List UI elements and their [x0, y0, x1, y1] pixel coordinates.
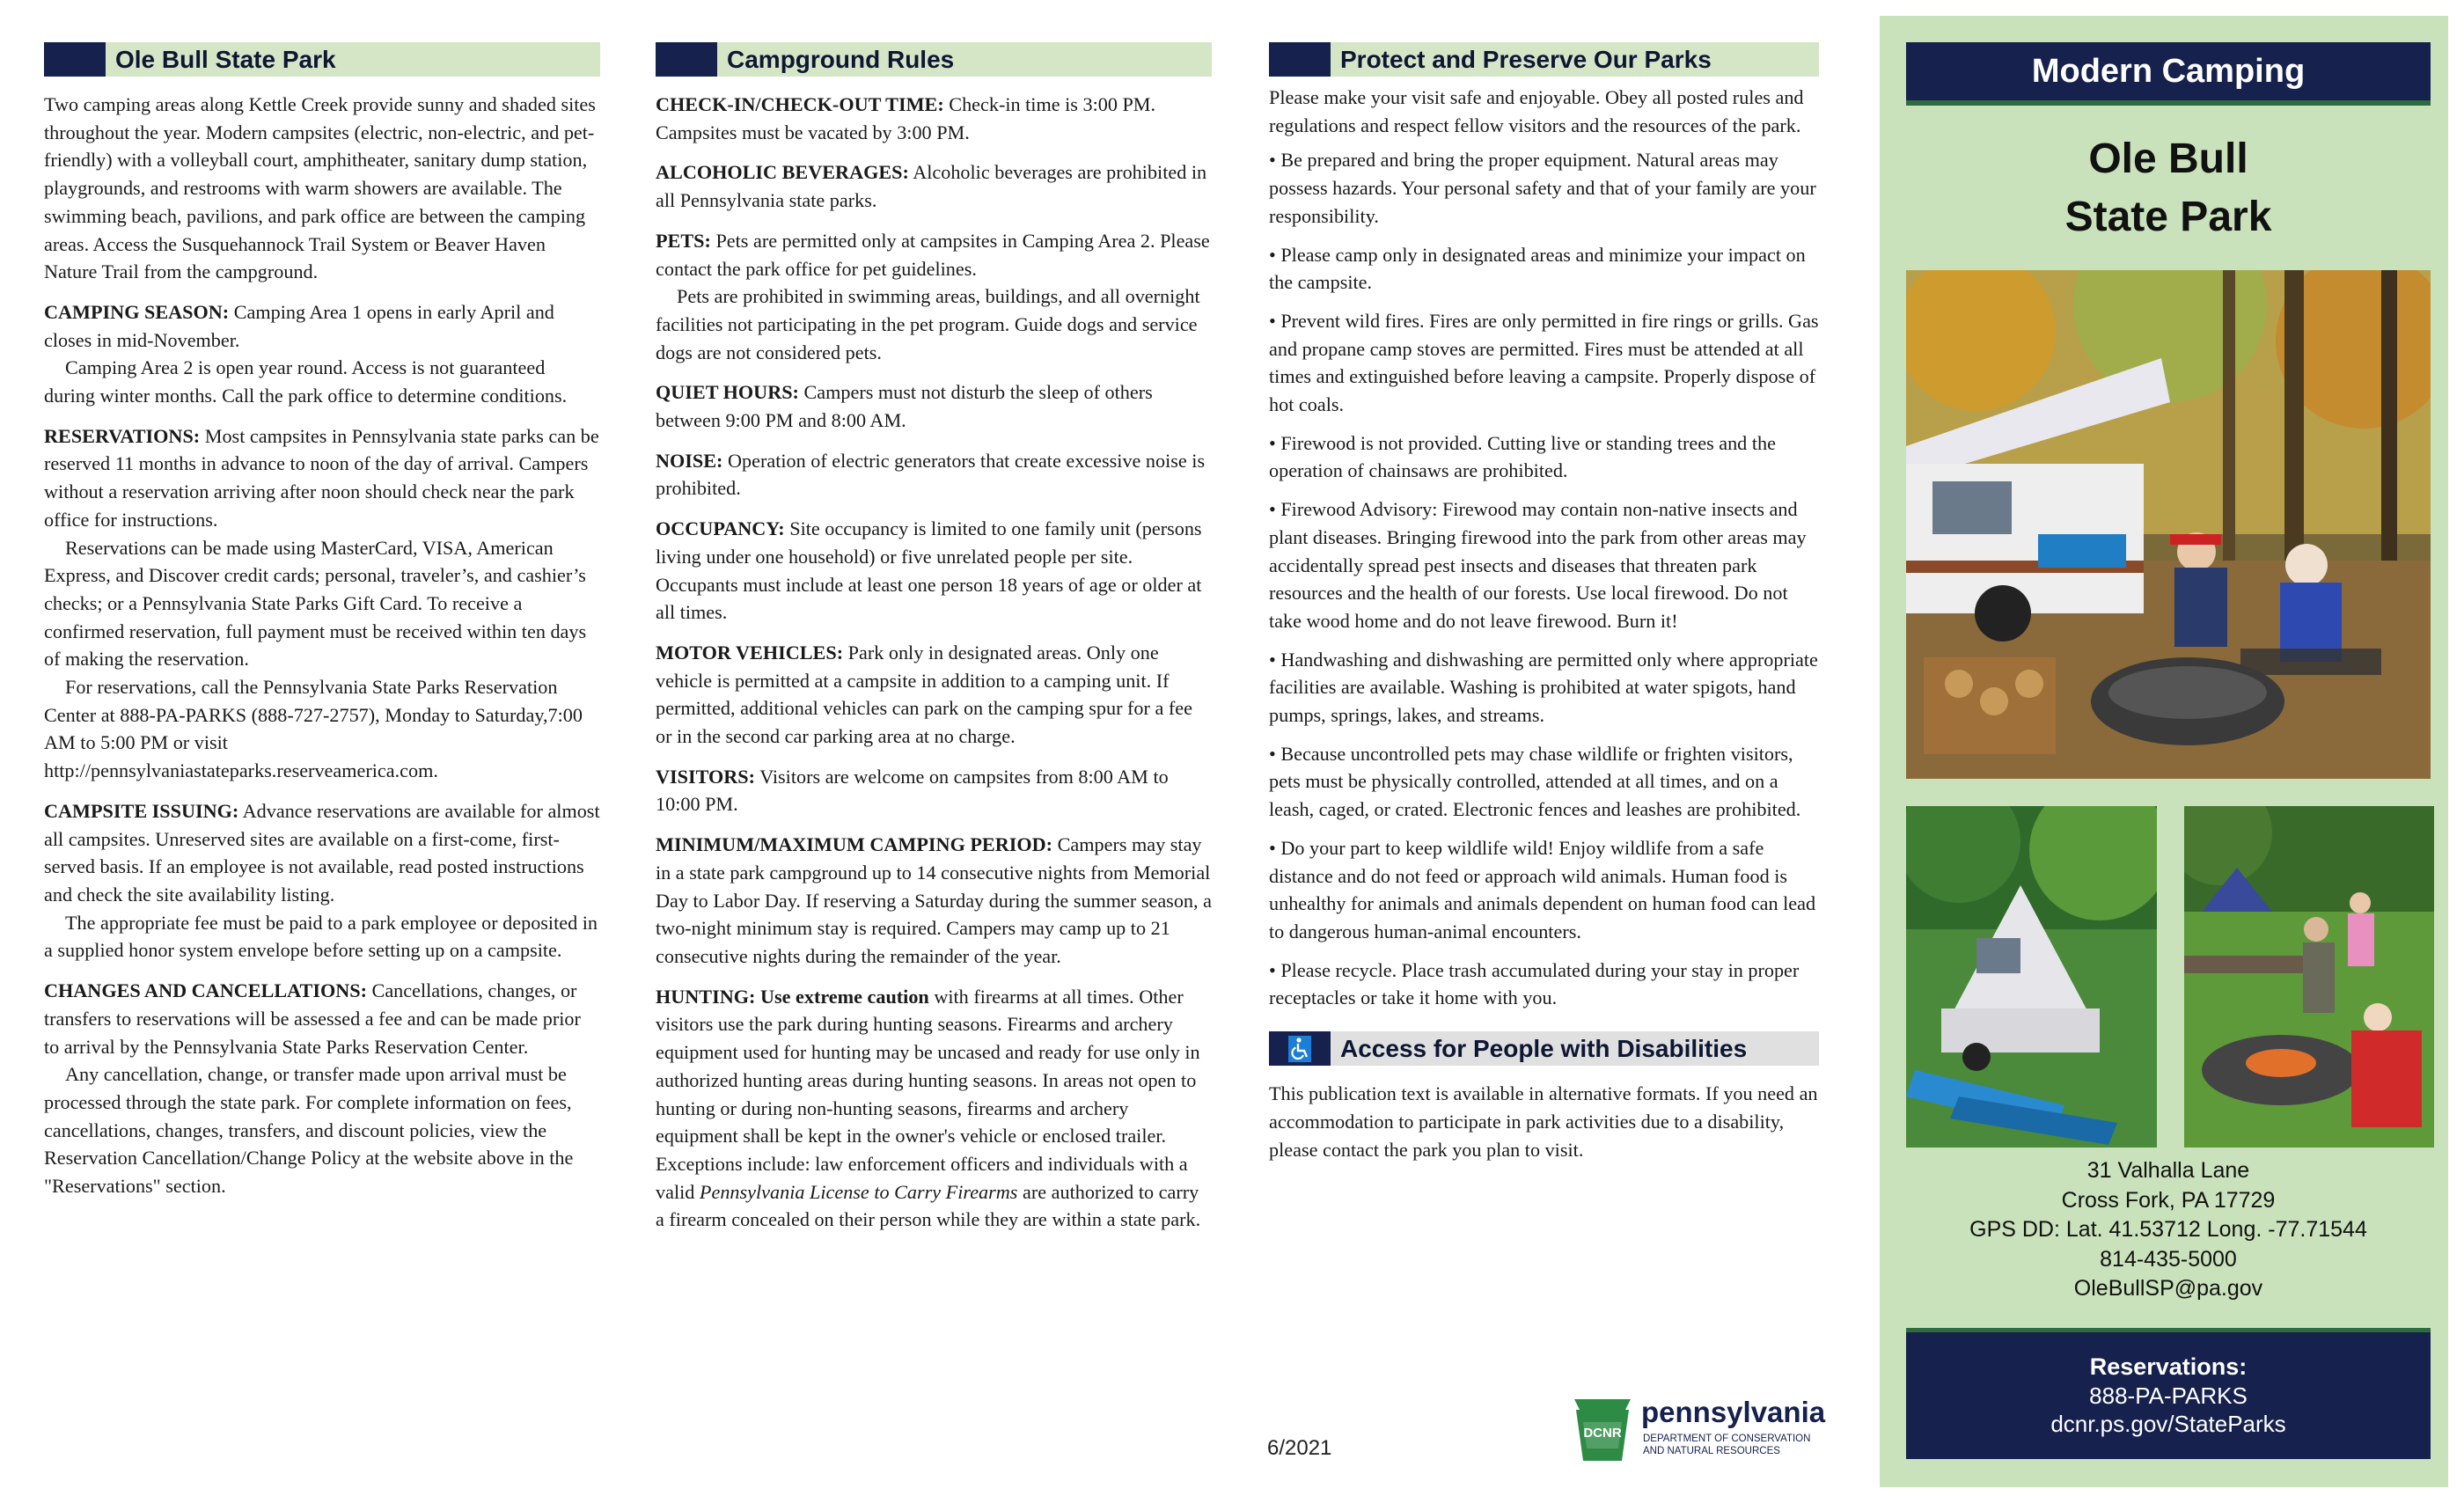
visitors-text: Visitors are welcome on campsites from 8:00 AM to 10:00 PM. — [656, 765, 1169, 816]
address-line-1: 31 Valhalla Lane — [2086, 1158, 2250, 1183]
contact-info — [1906, 1156, 2431, 1304]
reservations-label: Reservations: — [2089, 1353, 2248, 1380]
pets-text: Pets are permitted only at campsites in Camping Area 2. Please contact the park office for pet guidelines. — [656, 229, 1210, 280]
protect-intro: Please make your visit safe and enjoyable. Obey all posted rules and regulations and respect fellow visitors and the resources of the park. — [1269, 86, 1804, 136]
address-line-2: Cross Fork, PA 17729 — [2061, 1187, 2276, 1213]
hunting-text: with firearms at all times. Other visitors use the park during hunting seasons. Firearms and archery equipment used for hunting may be uncased and ready for use only in authorized hunting areas during hunting seasons. In areas not open to hunting or during non-hunting seasons, firearms and archery equipment shall be kept in the owner's vehicle or enclosed trailer. Exceptions include: law enforcement officers and individuals with a valid — [656, 985, 1200, 1203]
gps-coordinates: GPS DD: Lat. 41.53712 Long. -77.71544 — [1969, 1217, 2367, 1242]
publication-date: 6/2021 — [1267, 1436, 1332, 1460]
reservations-paragraph — [44, 422, 600, 785]
heading-text: Protect and Preserve Our Parks — [1340, 46, 1712, 73]
occupancy-paragraph — [656, 515, 1212, 627]
alcohol-label: ALCOHOLIC BEVERAGES: — [656, 161, 909, 184]
park-title-line-2: State Park — [2064, 194, 2272, 240]
bullet-item: • Please camp only in designated areas and minimize your impact on the campsite. — [1269, 243, 1806, 294]
campsite-issuing-text-2: The appropriate fee must be paid to a park employee or deposited in a supplied honor system envelope before setting up on a campsite. — [44, 911, 598, 962]
alcohol-paragraph — [656, 158, 1212, 214]
column-campground-rules — [656, 42, 1212, 1246]
checkin-label: CHECK-IN/CHECK-OUT TIME: — [656, 93, 944, 115]
band-stripe — [1906, 100, 2431, 106]
visitors-paragraph — [656, 763, 1212, 818]
quiet-hours-text: Campers must not disturb the sleep of others between 9:00 PM and 8:00 AM. — [656, 381, 1153, 432]
pets-text-2: Pets are prohibited in swimming areas, buildings, and all overnight facilities not participating in the pet program. Guide dogs and service dogs are not considered pets. — [656, 285, 1200, 363]
logo-badge-text: DCNR — [1583, 1426, 1622, 1441]
hunting-label: HUNTING: Use extreme caution — [656, 985, 929, 1008]
reservations-label: RESERVATIONS: — [44, 424, 201, 447]
hunting-text-2: are authorized to carry a firearm concealed on their person while they are within a state park. — [656, 1180, 1201, 1231]
reservations-band — [1906, 1328, 2431, 1459]
camping-season-label: CAMPING SEASON: — [44, 300, 230, 323]
bullet-item: • Firewood is not provided. Cutting live or standing trees and the operation of chainsaws are prohibited. — [1269, 431, 1776, 482]
reservations-text: Most campsites in Pennsylvania state parks can be reserved 11 months in advance to noon of the day of arrival. Campers without a reservation arriving after noon should check near the park office for instructions. — [44, 424, 599, 531]
heading-text: Campground Rules — [727, 46, 955, 73]
motor-vehicles-paragraph — [656, 639, 1212, 751]
camping-season-text-2: Camping Area 2 is open year round. Access is not guaranteed during winter months. Call the park office to determine conditions. — [44, 356, 568, 407]
occupancy-text: Site occupancy is limited to one family unit (persons living under one household) or five unrelated people per site. Occupants must include at least one person 18 years of age or older at all times. — [656, 517, 1202, 624]
pets-label: PETS: — [656, 229, 711, 252]
access-heading — [1269, 1031, 1819, 1066]
reservations-text-2: Reservations can be made using MasterCard, VISA, American Express, and Discover credit cards; personal, traveler’s, and cashier’s checks; or a Pennsylvania State Parks Gift Card. To receive a confirmed reservation, full payment must be received within ten days of making the reservation. — [44, 536, 587, 671]
campsite-issuing-text: Advance reservations are available for almost all campsites. Unreserved sites are available on a first-come, first-served basis. If an employee is not available, read posted instructions and check the site availability listing. — [44, 799, 600, 906]
pets-paragraph — [656, 227, 1212, 367]
visitors-label: VISITORS: — [656, 765, 756, 788]
alcohol-text: Alcoholic beverages are prohibited in all Pennsylvania state parks. — [656, 161, 1207, 212]
logo-subtitle — [1643, 1433, 1810, 1457]
bullet-item: • Prevent wild fires. Fires are only permitted in fire rings or grills. Gas and propane camp stoves are permitted. Fires must be attended at all times and extinguished before leaving a campsite. Properly dispose of hot coals. — [1269, 309, 1819, 416]
bullet-item: • Handwashing and dishwashing are permitted only where appropriate facilities are available. Washing is prohibited at water spigots, hand pumps, springs, lakes, and streams. — [1269, 648, 1818, 727]
checkin-text: Check-in time is 3:00 PM. Campsites must be vacated by 3:00 PM. — [656, 93, 1156, 143]
checkin-paragraph — [656, 91, 1212, 146]
reservations-phone: 888-PA-PARKS — [2089, 1382, 2248, 1409]
section-heading — [656, 42, 1212, 77]
bullet-item: • Do your part to keep wildlife wild! Enjoy wildlife from a safe distance and do not feed or approach wild animals. Human food is unhealthy for animals and animals dependent on human food can lead to dangerous human-animal encounters. — [1269, 836, 1816, 942]
access-heading-text: Access for People with Disabilities — [1340, 1035, 1748, 1063]
modern-camping-band — [1906, 42, 2431, 106]
quiet-hours-label: QUIET HOURS: — [656, 381, 799, 404]
quiet-hours-paragraph — [656, 378, 1212, 434]
intro-paragraph: Two camping areas along Kettle Creek provide sunny and shaded sites throughout the year. Modern campsites (electric, non-electric, and pet-friendly) with a volleyball court, amphitheater, sanitary dump station, playgrounds, and restrooms with warm showers are available. The swimming beach, pavilions, and park office are between the camping areas. Access the Susquehannock Trail System or Beaver Haven Nature Trail from the campground. — [44, 93, 596, 283]
logo-wordmark: pennsylvania — [1641, 1396, 1826, 1428]
camping-season-text: Camping Area 1 opens in early April and closes in mid-November. — [44, 300, 554, 351]
bullet-item: • Firewood Advisory: Firewood may contain non-native insects and plant diseases. Bringing firewood into the park from other areas may accidentally spread pest insects and diseases that threaten park resources and the health of our forests. Use local firewood. Do not take wood home and do not leave firewood. Burn it! — [1269, 498, 1807, 632]
heading-bar — [656, 42, 717, 77]
logo-subtitle-line-1: DEPARTMENT OF CONSERVATION — [1643, 1434, 1811, 1444]
band-stripe — [1906, 1328, 2431, 1332]
keystone-icon — [1571, 1396, 1634, 1464]
motor-vehicles-label: MOTOR VEHICLES: — [656, 641, 844, 664]
camping-period-label: MINIMUM/MAXIMUM CAMPING PERIOD: — [656, 833, 1053, 856]
campfire-photo — [2184, 806, 2434, 1148]
trailer-photo — [1906, 806, 2157, 1148]
access-paragraph: This publication text is available in alternative formats. If you need an accommodation to participate in park activities due to a disability, please contact the park you plan to visit. — [1269, 1082, 1818, 1161]
noise-label: NOISE: — [656, 449, 723, 472]
campsite-issuing-label: CAMPSITE ISSUING: — [44, 799, 239, 822]
bullet-item: • Because uncontrolled pets may chase wildlife or frighten visitors, pets must be physically controlled, attended at all times, and on a leash, caged, or crated. Electronic fences and leashes are prohibited. — [1269, 742, 1801, 821]
section-heading — [44, 42, 600, 77]
section-heading — [1269, 42, 1819, 77]
camping-season-paragraph — [44, 298, 600, 410]
changes-text: Cancellations, changes, or transfers to reservations will be assessed a fee and can be made prior to arrival by the Pennsylvania State Parks Reservation Center. — [44, 979, 581, 1058]
changes-label: CHANGES AND CANCELLATIONS: — [44, 979, 367, 1002]
motor-vehicles-text: Park only in designated areas. Only one vehicle is permitted at a campsite in addition to a camping unit. If permitted, additional vehicles can park on the camping spur for a fee or in the second car parking area at no charge. — [656, 641, 1192, 748]
heading-bar — [44, 42, 106, 77]
column-protect-preserve — [1269, 42, 1819, 1176]
park-title — [1906, 130, 2431, 246]
email-address: OleBullSP@pa.gov — [2073, 1276, 2263, 1301]
sidebar-panel — [1880, 16, 2448, 1487]
camping-period-paragraph — [656, 831, 1212, 971]
logo-subtitle-line-2: AND NATURAL RESOURCES — [1643, 1446, 1780, 1456]
reservations-text-3: For reservations, call the Pennsylvania State Parks Reservation Center at 888-PA-PARKS (888-727-2757), Monday to Saturday,7:00 AM to 5:00 PM or visit http://pennsylvaniastateparks.reserveamerica.com. — [44, 676, 583, 782]
bullet-item: • Please recycle. Place trash accumulated during your stay in proper receptacles or take it home with you. — [1269, 958, 1800, 1009]
dcnr-logo — [1571, 1396, 1826, 1466]
noise-paragraph — [656, 447, 1212, 502]
wheelchair-icon-svg — [1288, 1036, 1311, 1062]
changes-text-2: Any cancellation, change, or transfer made upon arrival must be processed through the state park. For complete information on fees, cancellations, changes, transfers, and discount policies, view the Reservation Cancellation/Change Policy at the website above in the "Reservations" section. — [44, 1063, 574, 1198]
heading-bar — [1269, 42, 1331, 77]
bullet-item: • Be prepared and bring the proper equipment. Natural areas may possess hazards. Your personal safety and that of your family are your responsibility. — [1269, 149, 1816, 227]
phone-number: 814-435-5000 — [2100, 1246, 2237, 1272]
occupancy-label: OCCUPANCY: — [656, 517, 785, 540]
hunting-paragraph — [656, 983, 1212, 1234]
camping-period-text: Campers may stay in a state park campground up to 14 consecutive nights from Memorial Day to Labor Day. If reserving a Saturday during the summer season, a two-night minimum stay is required. Campers may camp up to 21 consecutive nights during the remainder of the year. — [656, 833, 1212, 967]
column-ole-bull — [44, 42, 600, 1213]
reservations-website: dcnr.ps.gov/StateParks — [2050, 1411, 2286, 1437]
changes-paragraph — [44, 977, 600, 1200]
heading-text: Ole Bull State Park — [115, 46, 336, 73]
hunting-license-italic: Pennsylvania License to Carry Firearms — [699, 1180, 1018, 1203]
modern-camping-title: Modern Camping — [2031, 53, 2306, 90]
campsite-issuing-paragraph — [44, 797, 600, 964]
park-title-line-1: Ole Bull — [2088, 136, 2248, 182]
wheelchair-icon — [1269, 1031, 1331, 1066]
camping-photo — [1906, 270, 2431, 779]
noise-text: Operation of electric generators that create excessive noise is prohibited. — [656, 449, 1206, 500]
